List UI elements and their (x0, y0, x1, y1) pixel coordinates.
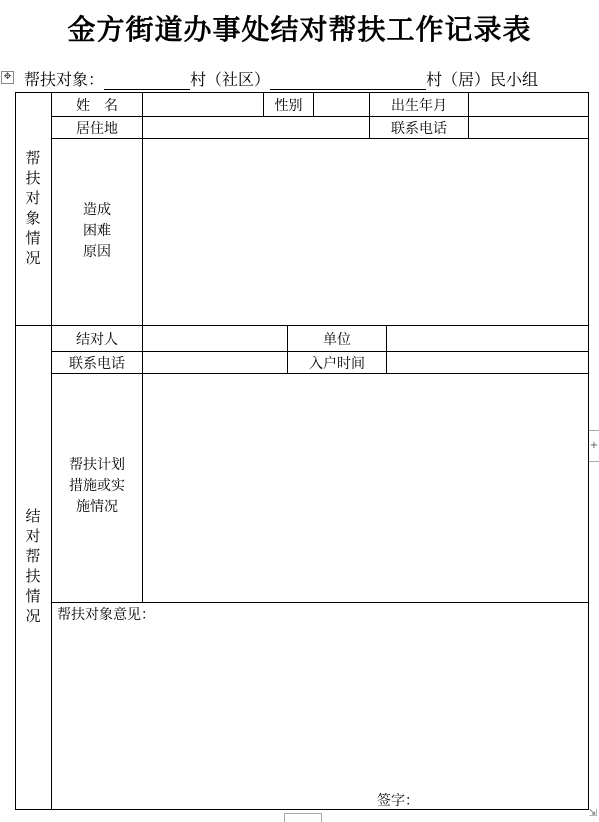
plan-line: 帮扶计划 (69, 457, 125, 473)
plan-label (52, 455, 142, 518)
phone-label: 联系电话 (391, 121, 447, 137)
side-char: 情 (25, 587, 41, 605)
visit-time-label: 入户时间 (309, 356, 365, 372)
side-char: 帮 (25, 149, 41, 167)
table-bottom-handle[interactable] (284, 813, 322, 822)
cause-field[interactable] (143, 139, 588, 325)
visit-time-field[interactable] (387, 352, 588, 373)
unit-label: 单位 (323, 332, 351, 348)
cause-line: 困难 (83, 223, 111, 239)
plan-line: 措施或实 (69, 478, 125, 494)
partner-field[interactable] (143, 326, 287, 351)
signature-label: 签字： (377, 793, 419, 809)
signature-field[interactable] (420, 788, 580, 806)
side-char: 况 (25, 607, 41, 625)
side-char: 情 (25, 229, 41, 247)
partner-phone-field[interactable] (143, 352, 287, 373)
name-field[interactable] (143, 93, 263, 116)
side-char: 对 (25, 189, 41, 207)
side-char: 扶 (25, 169, 41, 187)
side-char: 对 (25, 527, 41, 545)
table-resize-handle-icon[interactable]: ⇲ (588, 808, 597, 819)
birth-field[interactable] (469, 93, 588, 116)
partner-label: 结对人 (76, 332, 118, 348)
side-char: 帮 (25, 547, 41, 565)
cause-label (52, 200, 142, 263)
table-move-handle-icon[interactable]: ✥ (1, 71, 14, 84)
plan-line: 施情况 (76, 499, 118, 515)
phone-field[interactable] (469, 117, 588, 138)
side-char: 况 (25, 249, 41, 267)
gender-label: 性别 (274, 98, 303, 114)
section2-side-label (23, 506, 43, 626)
page-title: 金方街道办事处结对帮扶工作记录表 (67, 13, 532, 46)
table-insert-handle-icon[interactable]: + (588, 430, 599, 462)
side-char: 象 (25, 209, 41, 227)
unit-field[interactable] (387, 326, 588, 351)
subhead (24, 67, 538, 90)
address-field[interactable] (143, 117, 369, 138)
plan-field[interactable] (143, 374, 588, 602)
village-blank[interactable] (104, 73, 190, 90)
section1-side-label (23, 148, 43, 268)
opinion-field[interactable] (52, 625, 588, 785)
opinion-label: 帮扶对象意见： (57, 607, 155, 623)
address-label: 居住地 (76, 121, 118, 137)
partner-phone-label: 联系电话 (69, 356, 125, 372)
cause-line: 造成 (83, 202, 111, 218)
side-char: 结 (25, 507, 41, 525)
side-char: 扶 (25, 567, 41, 585)
name-label: 姓 名 (76, 98, 118, 114)
gender-field[interactable] (314, 93, 369, 116)
community-blank[interactable] (270, 73, 426, 90)
subhead-group: 村（居）民小组 (426, 70, 539, 89)
birth-label: 出生年月 (391, 98, 447, 114)
subhead-label: 帮扶对象： (24, 70, 105, 89)
subhead-village: 村（社区） (190, 70, 271, 89)
cause-line: 原因 (83, 244, 111, 260)
